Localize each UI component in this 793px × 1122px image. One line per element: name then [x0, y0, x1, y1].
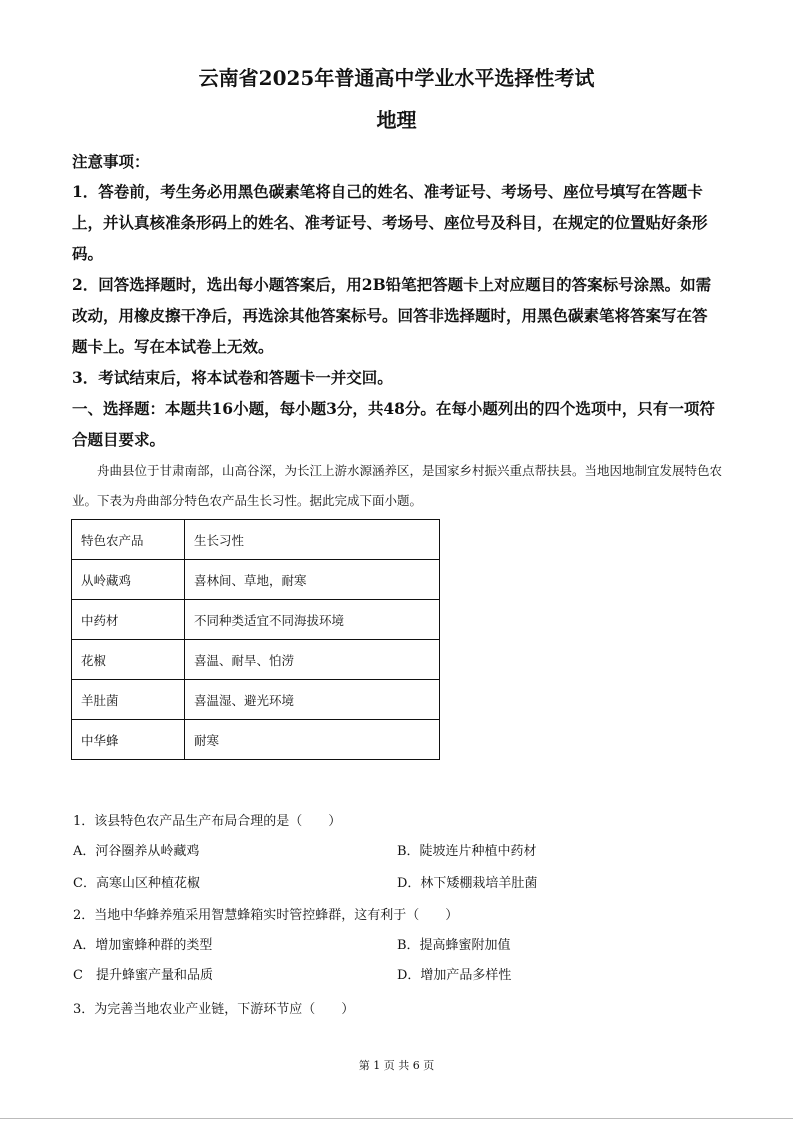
- table-cell: 不同种类适宜不同海拔环境: [185, 600, 440, 640]
- table-cell: 中药材: [72, 600, 185, 640]
- table-cell: 喜温湿、避光环境: [185, 680, 440, 720]
- question-1-option-b: B．陡坡连片种植中药材: [397, 844, 537, 859]
- question-2-option-b: B．提高蜂蜜附加值: [397, 938, 511, 953]
- table-cell: 花椒: [72, 640, 185, 680]
- table-header-cell: 生长习性: [185, 520, 440, 560]
- table-cell: 从岭藏鸡: [72, 560, 185, 600]
- notice-item-1: 1．答卷前，考生务必用黑色碳素笔将自己的姓名、准考证号、考场号、座位号填写在答题卡上，并认真核准条形码上的姓名、准考证号、考场号、座位号及科目，在规定的位置贴好条形码。: [72, 182, 708, 263]
- table-header-cell: 特色农产品: [72, 520, 185, 560]
- question-2-stem: 2．当地中华蜂养殖采用智慧蜂箱实时管控蜂群，这有利于（ ）: [73, 908, 459, 923]
- page-bottom-divider: [0, 1118, 793, 1119]
- question-1-option-c: C．高寒山区种植花椒: [73, 876, 200, 891]
- table-row: [72, 720, 440, 760]
- section-heading: 一、选择题：本题共16小题，每小题3分，共48分。在每小题列出的四个选项中，只有一项符合题目要求。: [72, 399, 715, 449]
- table-row: [72, 680, 440, 720]
- notice-item-3: 3．考试结束后，将本试卷和答题卡一并交回。: [72, 368, 393, 387]
- subject-title: 地理: [376, 108, 417, 132]
- notice-item-2: 2．回答选择题时，选出每小题答案后，用2B铅笔把答题卡上对应题目的答案标号涂黑。如需改动，用橡皮擦干净后，再选涂其他答案标号。回答非选择题时，用黑色碳素笔将答案写在答题卡上。写在本试卷上无效。: [72, 275, 712, 356]
- crop-habit-table: [71, 519, 440, 760]
- table-header-row: [72, 520, 440, 560]
- table-cell: 喜温、耐旱、怕涝: [185, 640, 440, 680]
- question-1-option-a: A．河谷圈养从岭藏鸡: [73, 844, 200, 859]
- question-3-stem: 3．为完善当地农业产业链，下游环节应（ ）: [73, 1002, 355, 1017]
- table-cell: 中华蜂: [72, 720, 185, 760]
- page-footer: 第 1 页 共 6 页: [358, 1059, 435, 1072]
- table-cell: 喜林间、草地，耐寒: [185, 560, 440, 600]
- question-2-option-c: C 提升蜂蜜产量和品质: [73, 968, 213, 983]
- notice-heading: 注意事项：: [72, 152, 150, 171]
- table-row: [72, 600, 440, 640]
- table-row: [72, 640, 440, 680]
- question-2-option-a: A．增加蜜蜂种群的类型: [73, 938, 213, 953]
- exam-title: 云南省2025年普通高中学业水平选择性考试: [198, 66, 595, 90]
- table-row: [72, 560, 440, 600]
- table-cell: 羊肚菌: [72, 680, 185, 720]
- passage: 舟曲县位于甘肃南部，山高谷深，为长江上游水源涵养区，是国家乡村振兴重点帮扶县。当地因地制宜发展特色农业。下表为舟曲部分特色农产品生长习性。据此完成下面小题。: [72, 463, 723, 508]
- question-2-option-d: D．增加产品多样性: [397, 968, 512, 983]
- table-cell: 耐寒: [185, 720, 440, 760]
- question-1-option-d: D．林下矮棚栽培羊肚菌: [397, 876, 538, 891]
- question-1-stem: 1．该县特色农产品生产布局合理的是（ ）: [73, 814, 342, 829]
